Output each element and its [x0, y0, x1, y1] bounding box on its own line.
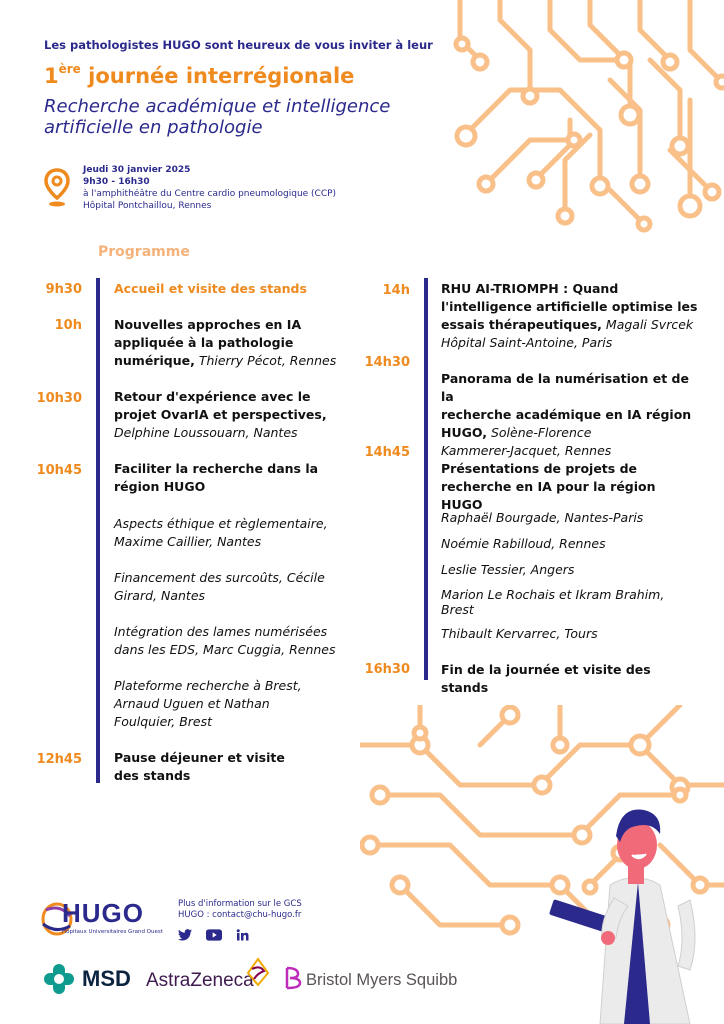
twitter-icon[interactable]: [178, 929, 192, 941]
sub-item: [114, 515, 354, 551]
sub-item: [114, 623, 354, 659]
contact-info: [178, 899, 302, 921]
sub-item: [441, 587, 711, 617]
speaker: Delphine Loussouarn, Nantes: [114, 425, 298, 440]
sub-line: Marion Le Rochais et Ikram Brahim,: [441, 587, 665, 602]
time-label: 16h30: [364, 662, 410, 677]
sub-line: Noémie Rabilloud, Rennes: [441, 536, 606, 551]
session-title-line: recherche académique en IA région: [441, 407, 692, 422]
session-title-line: des stands: [114, 768, 191, 783]
session-item: [441, 280, 701, 352]
sub-line: Brest: [441, 602, 474, 617]
msd-logo-icon: [42, 964, 76, 994]
session-item: [114, 316, 354, 370]
sub-item: [441, 625, 701, 643]
sub-line: Foulquier, Brest: [114, 714, 213, 729]
time-label: 12h45: [36, 752, 82, 767]
sub-item: [441, 535, 701, 553]
programme-heading: Programme: [98, 244, 190, 260]
info-line: HUGO : contact@chu-hugo.fr: [178, 910, 302, 920]
session-title-line: recherche en IA pour la région HUGO: [441, 479, 656, 512]
time-label: 10h45: [36, 463, 82, 478]
session-title-line: appliquée à la pathologie: [114, 335, 294, 350]
subtitle-line: Recherche académique et intelligence: [44, 96, 391, 117]
page-title: [44, 64, 354, 88]
session-title-line: l'intelligence artificielle optimise les: [441, 299, 698, 314]
session-title-line: Nouvelles approches en IA: [114, 317, 302, 332]
event-place: Hôpital Pontchaillou, Rennes: [83, 201, 212, 211]
sub-line: Plateforme recherche à Brest,: [114, 678, 302, 693]
sub-item: [114, 569, 354, 605]
sub-line: Aspects éthique et règlementaire,: [114, 516, 328, 531]
time-label: 10h: [54, 318, 82, 333]
session-title-line: RHU AI-TRIOMPH : Quand: [441, 281, 619, 296]
session-item: [114, 460, 354, 496]
circuit-decoration: [440, 0, 724, 240]
invitation-intro: Les pathologistes HUGO sont heureux de vous inviter à leur: [44, 38, 433, 52]
session-item: [114, 388, 354, 442]
speaker-affiliation: Kammerer-Jacquet, Rennes: [441, 443, 612, 458]
time-label: 14h: [382, 283, 410, 298]
hugo-logo-text: HUGO: [62, 898, 144, 928]
sponsor-msd: MSD: [82, 966, 131, 991]
hugo-tagline: Hôpitaux Universitaires Grand Ouest: [62, 929, 163, 935]
session-title-line: Présentations de projets de: [441, 461, 638, 476]
time-label: 14h45: [364, 445, 410, 460]
session-title-line: numérique,: [114, 353, 195, 368]
session-item: [441, 370, 701, 460]
session-item: [441, 661, 701, 697]
speaker: Thierry Pécot, Rennes: [198, 353, 337, 368]
event-place: à l'amphithéâtre du Centre cardio pneumologique (CCP): [83, 189, 337, 199]
session-title-line: projet OvarIA et perspectives,: [114, 407, 327, 422]
speaker: Solène-Florence: [490, 425, 592, 440]
sub-item: [441, 561, 701, 579]
event-date: Jeudi 30 janvier 2025: [83, 165, 191, 175]
event-info: [83, 164, 336, 212]
session-title-line: Retour d'expérience avec le: [114, 389, 311, 404]
sub-line: dans les EDS, Marc Cuggia, Rennes: [114, 642, 336, 657]
subtitle-line: artificielle en pathologie: [44, 117, 263, 138]
time-label: 14h30: [364, 355, 410, 370]
session-title-line: HUGO,: [441, 425, 487, 440]
sub-line: Leslie Tessier, Angers: [441, 562, 575, 577]
bms-logo-icon: [284, 966, 302, 990]
social-links: [178, 926, 249, 945]
sub-item: [441, 509, 701, 527]
youtube-icon[interactable]: [206, 929, 222, 941]
location-pin-icon: [44, 168, 70, 208]
sub-line: Maxime Caillier, Nantes: [114, 534, 262, 549]
session-title-line: Panorama de la numérisation et de la: [441, 371, 689, 404]
title-text: journée interrégionale: [80, 64, 355, 88]
title-sup: ère: [58, 62, 81, 76]
sub-line: Intégration des lames numérisées: [114, 624, 328, 639]
timeline-bar: [424, 278, 428, 680]
sub-item: [114, 677, 354, 731]
sub-line: Thibault Kervarrec, Tours: [441, 626, 598, 641]
time-label: 9h30: [45, 282, 82, 297]
timeline-bar: [96, 278, 100, 783]
sponsor-bms: Bristol Myers Squibb: [306, 971, 458, 989]
info-line: Plus d'information sur le GCS: [178, 899, 302, 909]
event-time: 9h30 - 16h30: [83, 177, 150, 187]
title-ordinal: 1: [44, 64, 59, 88]
speaker: Magali Svrcek: [605, 317, 694, 332]
sub-line: Raphaël Bourgade, Nantes-Paris: [441, 510, 644, 525]
session-item: [114, 749, 354, 785]
session-title-line: Fin de la journée et visite des stands: [441, 662, 651, 695]
session-title: Accueil et visite des stands: [114, 281, 307, 296]
session-title-line: Faciliter la recherche dans la: [114, 461, 319, 476]
session-item: [441, 460, 701, 514]
sub-line: Financement des surcoûts, Cécile: [114, 570, 325, 585]
sub-line: Girard, Nantes: [114, 588, 206, 603]
astrazeneca-logo-icon: [246, 957, 270, 987]
researcher-illustration: [540, 790, 724, 1024]
session-title-line: région HUGO: [114, 479, 206, 494]
session-title-line: essais thérapeutiques,: [441, 317, 602, 332]
sub-line: Arnaud Uguen et Nathan: [114, 696, 270, 711]
linkedin-icon[interactable]: [236, 929, 249, 941]
sponsor-astrazeneca: AstraZeneca: [146, 970, 254, 991]
page-subtitle: [44, 96, 424, 138]
time-label: 10h30: [36, 391, 82, 406]
session-title-line: Pause déjeuner et visite: [114, 750, 285, 765]
speaker-affiliation: Hôpital Saint-Antoine, Paris: [441, 335, 613, 350]
